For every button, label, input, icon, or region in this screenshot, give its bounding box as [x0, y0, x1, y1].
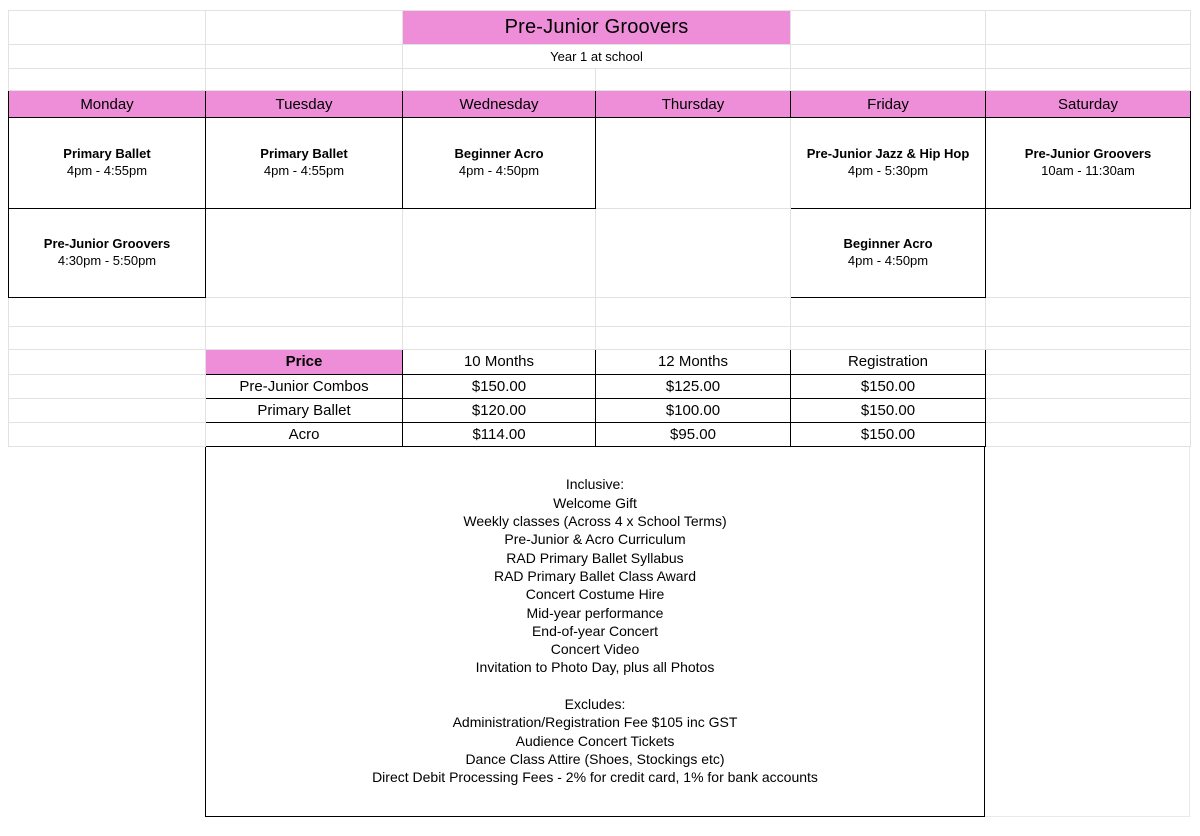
right-margin	[985, 447, 1190, 817]
empty-cell	[206, 11, 403, 45]
page-subtitle: Year 1 at school	[403, 45, 791, 69]
price-table	[8, 298, 1191, 447]
empty-cell	[9, 298, 206, 326]
price-row-label: Primary Ballet	[206, 398, 403, 422]
empty-cell	[206, 45, 403, 69]
price-registration: $150.00	[791, 422, 986, 446]
inclusive-item: Concert Costume Hire	[525, 586, 665, 603]
class-cell-monday-2	[9, 209, 206, 298]
class-name: Beginner Acro	[454, 146, 544, 162]
price-row-label: Acro	[206, 422, 403, 446]
class-cell-thursday-2-empty	[596, 209, 791, 298]
price-header-10-months: 10 Months	[403, 349, 596, 374]
price-registration: $150.00	[791, 374, 986, 398]
price-10-months: $114.00	[403, 422, 596, 446]
class-time: 10am - 11:30am	[1041, 163, 1135, 178]
day-header-monday: Monday	[9, 91, 206, 118]
inclusive-item: Concert Video	[550, 641, 640, 658]
day-header-thursday: Thursday	[596, 91, 791, 118]
class-time: 4:30pm - 5:50pm	[57, 253, 157, 268]
inclusive-item: Weekly classes (Across 4 x School Terms)	[463, 513, 727, 530]
empty-cell	[986, 326, 1191, 349]
empty-cell	[986, 398, 1191, 422]
class-cell-wednesday-1	[403, 118, 596, 209]
empty-cell	[791, 326, 986, 349]
empty-cell	[986, 11, 1191, 45]
excludes-item: Administration/Registration Fee $105 inc GST	[452, 714, 738, 731]
price-row-label: Pre-Junior Combos	[206, 374, 403, 398]
details-row	[8, 447, 1190, 817]
price-registration: $150.00	[791, 398, 986, 422]
excludes-item: Direct Debit Processing Fees - 2% for credit card, 1% for bank accounts	[372, 769, 818, 786]
empty-cell	[206, 298, 403, 326]
class-cell-saturday-1	[986, 118, 1191, 209]
excludes-item: Audience Concert Tickets	[515, 732, 675, 749]
empty-cell	[206, 69, 403, 91]
inclusive-item: End-of-year Concert	[531, 622, 659, 639]
inclusive-heading: Inclusive:	[565, 476, 625, 493]
day-header-wednesday: Wednesday	[403, 91, 596, 118]
class-cell-wednesday-2-empty	[403, 209, 596, 298]
spreadsheet	[8, 10, 1190, 817]
empty-cell	[986, 349, 1191, 374]
empty-cell	[206, 326, 403, 349]
class-cell-monday-1	[9, 118, 206, 209]
class-time: 4pm - 4:50pm	[458, 163, 540, 178]
class-cell-thursday-1-empty	[596, 118, 791, 209]
empty-cell	[791, 298, 986, 326]
empty-cell	[403, 326, 596, 349]
excludes-heading: Excludes:	[564, 696, 626, 713]
empty-cell	[403, 298, 596, 326]
empty-cell	[9, 326, 206, 349]
class-time: 4pm - 4:55pm	[263, 163, 345, 178]
class-name: Beginner Acro	[843, 236, 933, 252]
class-cell-saturday-2-empty	[986, 209, 1191, 298]
inclusive-item: Invitation to Photo Day, plus all Photos	[475, 659, 715, 676]
class-time: 4pm - 4:50pm	[847, 253, 929, 268]
empty-cell	[9, 69, 206, 91]
inclusive-item: RAD Primary Ballet Class Award	[493, 567, 697, 584]
empty-cell	[9, 45, 206, 69]
class-name: Pre-Junior Groovers	[43, 236, 171, 252]
price-row	[9, 398, 1191, 422]
empty-cell	[791, 11, 986, 45]
day-header-friday: Friday	[791, 91, 986, 118]
class-cell-tuesday-1	[206, 118, 403, 209]
empty-cell	[986, 374, 1191, 398]
empty-cell	[791, 45, 986, 69]
inclusive-item: Mid-year performance	[526, 604, 664, 621]
price-row	[9, 374, 1191, 398]
empty-cell	[986, 45, 1191, 69]
inclusive-item: Welcome Gift	[553, 494, 637, 511]
empty-cell	[9, 398, 206, 422]
empty-cell	[596, 298, 791, 326]
price-12-months: $95.00	[596, 422, 791, 446]
empty-cell	[596, 326, 791, 349]
empty-cell	[986, 422, 1191, 446]
price-10-months: $120.00	[403, 398, 596, 422]
class-cell-friday-1	[791, 118, 986, 209]
price-header-price: Price	[206, 349, 403, 374]
class-time: 4pm - 5:30pm	[847, 163, 929, 178]
price-10-months: $150.00	[403, 374, 596, 398]
empty-cell	[986, 69, 1191, 91]
inclusive-item: Pre-Junior & Acro Curriculum	[504, 531, 686, 548]
inclusive-item: RAD Primary Ballet Syllabus	[506, 549, 684, 566]
left-margin	[8, 447, 205, 817]
class-name: Primary Ballet	[63, 146, 151, 162]
info-block	[205, 447, 985, 817]
empty-cell	[791, 69, 986, 91]
page-title: Pre-Junior Groovers	[403, 11, 791, 45]
excludes-item: Dance Class Attire (Shoes, Stockings etc)	[465, 750, 725, 767]
class-cell-friday-2	[791, 209, 986, 298]
schedule-table	[8, 10, 1191, 298]
price-12-months: $100.00	[596, 398, 791, 422]
class-name: Pre-Junior Jazz & Hip Hop	[806, 146, 970, 162]
empty-cell	[9, 374, 206, 398]
class-cell-tuesday-2-empty	[206, 209, 403, 298]
price-header-registration: Registration	[791, 349, 986, 374]
class-time: 4pm - 4:55pm	[66, 163, 148, 178]
class-name: Primary Ballet	[260, 146, 348, 162]
empty-cell	[986, 298, 1191, 326]
class-name: Pre-Junior Groovers	[1024, 146, 1152, 162]
empty-cell	[596, 69, 791, 91]
day-header-saturday: Saturday	[986, 91, 1191, 118]
day-header-tuesday: Tuesday	[206, 91, 403, 118]
empty-cell	[403, 69, 596, 91]
empty-cell	[9, 422, 206, 446]
price-header-12-months: 12 Months	[596, 349, 791, 374]
price-12-months: $125.00	[596, 374, 791, 398]
price-row	[9, 422, 1191, 446]
empty-cell	[9, 11, 206, 45]
empty-cell	[9, 349, 206, 374]
